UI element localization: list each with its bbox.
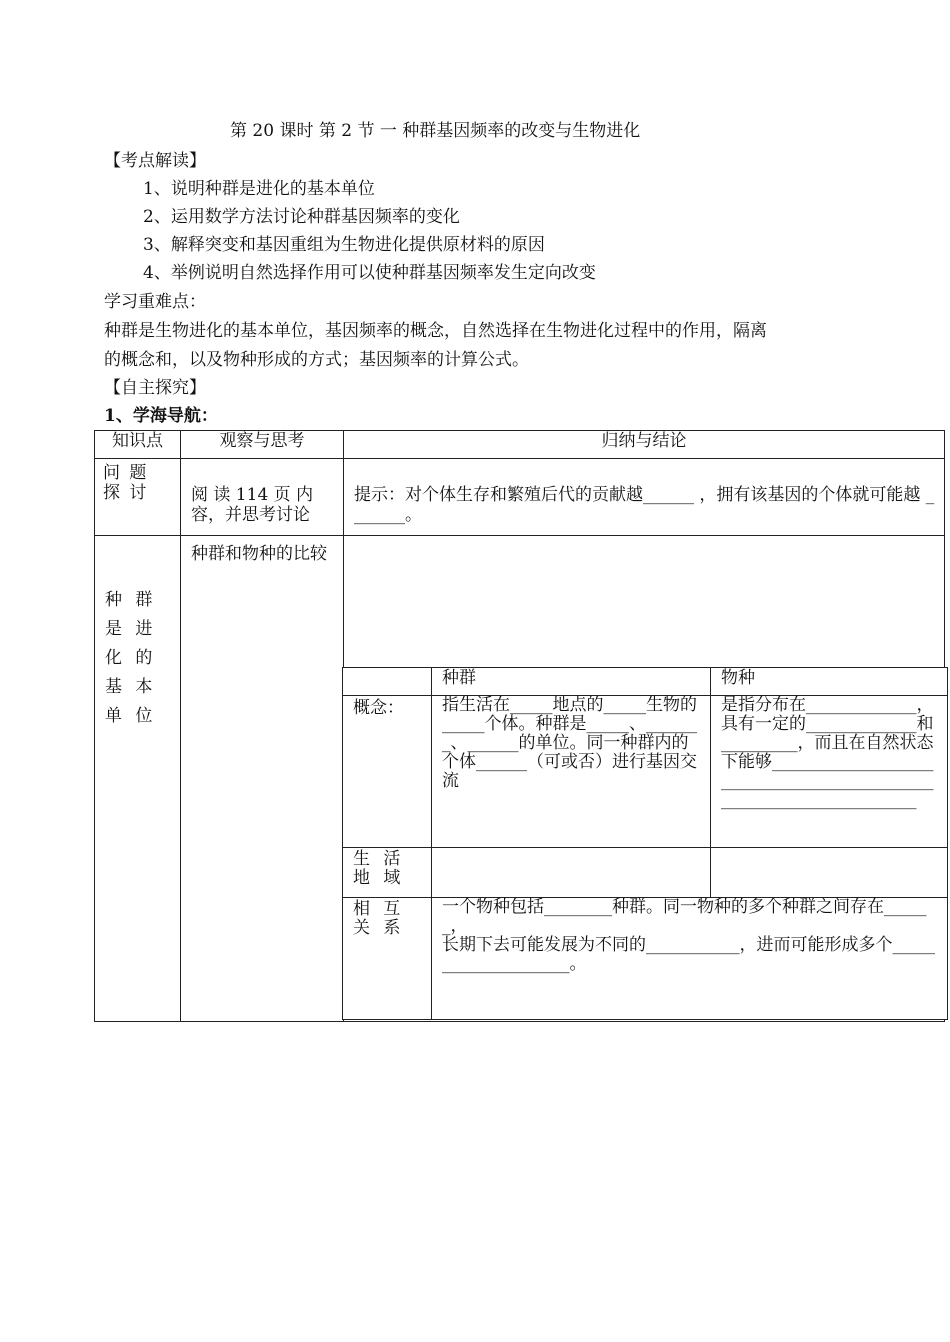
row1-observe: 阅 读 114 页 内 容，并思考讨论 [181, 459, 344, 536]
row2-observe: 种群和物种的比较 [181, 536, 344, 1022]
population-habitat [432, 848, 711, 898]
comparison-table [342, 667, 948, 1020]
inner-header-population: 种群 [432, 668, 711, 696]
page-title: 第 20 课时 第 2 节 一 种群基因频率的改变与生物进化 [230, 121, 641, 141]
header-observe: 观察与思考 [181, 431, 344, 459]
species-habitat [711, 848, 948, 898]
key-points-text: 种群是生物进化的基本单位，基因频率的概念，自然选择在生物进化过程中的作用，隔离 [104, 321, 767, 341]
relation-label: 相 互 关 系 [343, 898, 432, 1020]
inner-header-species: 物种 [711, 668, 948, 696]
header-topic: 知识点 [95, 431, 181, 459]
species-concept: 是指分布在_____________，具有一定的_____________和_________，而且在自然状态下能够___________________________________________________________________ [711, 696, 948, 848]
exam-point: 4、举例说明自然选择作用可以使种群基因频率发生定向改变 [143, 263, 596, 283]
key-points-heading: 学习重难点： [104, 292, 206, 312]
inner-header-blank [343, 668, 432, 696]
population-concept: 指生活在_____地点的_____生物的_____个体。种群是_____、_______、______的单位。同一种群内的个体______（可或否）进行基因交流 [432, 696, 711, 848]
exam-point: 3、解释突变和基因重组为生物进化提供原材料的原因 [143, 235, 545, 255]
section-exam-heading: 【考点解读】 [104, 151, 206, 171]
header-conclusion: 归纳与结论 [344, 431, 945, 459]
row1-conclusion: 提示：对个体生存和繁殖后代的贡献越______ ，拥有该基因的个体就可能越 _______。 [344, 459, 945, 536]
concept-label: 概念： [343, 696, 432, 848]
row2-topic: 种 群 是 进 化 的 基 本 单 位 [95, 536, 181, 1022]
relation-line: 一个物种包括________种群。同一物种的多个种群之间存在______， [442, 897, 927, 936]
relation-line: 长期下去可能发展为不同的___________，进而可能形成多个____________________。 [442, 935, 935, 974]
key-points-text: 的概念和，以及物种形成的方式；基因频率的计算公式。 [104, 350, 529, 370]
exam-point: 2、运用数学方法讨论种群基因频率的变化 [143, 207, 460, 227]
subsection-heading: 1、学海导航： [104, 406, 218, 426]
section-explore-heading: 【自主探究】 [104, 378, 206, 398]
relation-content [432, 898, 948, 1020]
row1-topic: 问 题 探 讨 [95, 459, 181, 536]
habitat-label: 生 活 地 域 [343, 848, 432, 898]
exam-point: 1、说明种群是进化的基本单位 [143, 179, 375, 199]
